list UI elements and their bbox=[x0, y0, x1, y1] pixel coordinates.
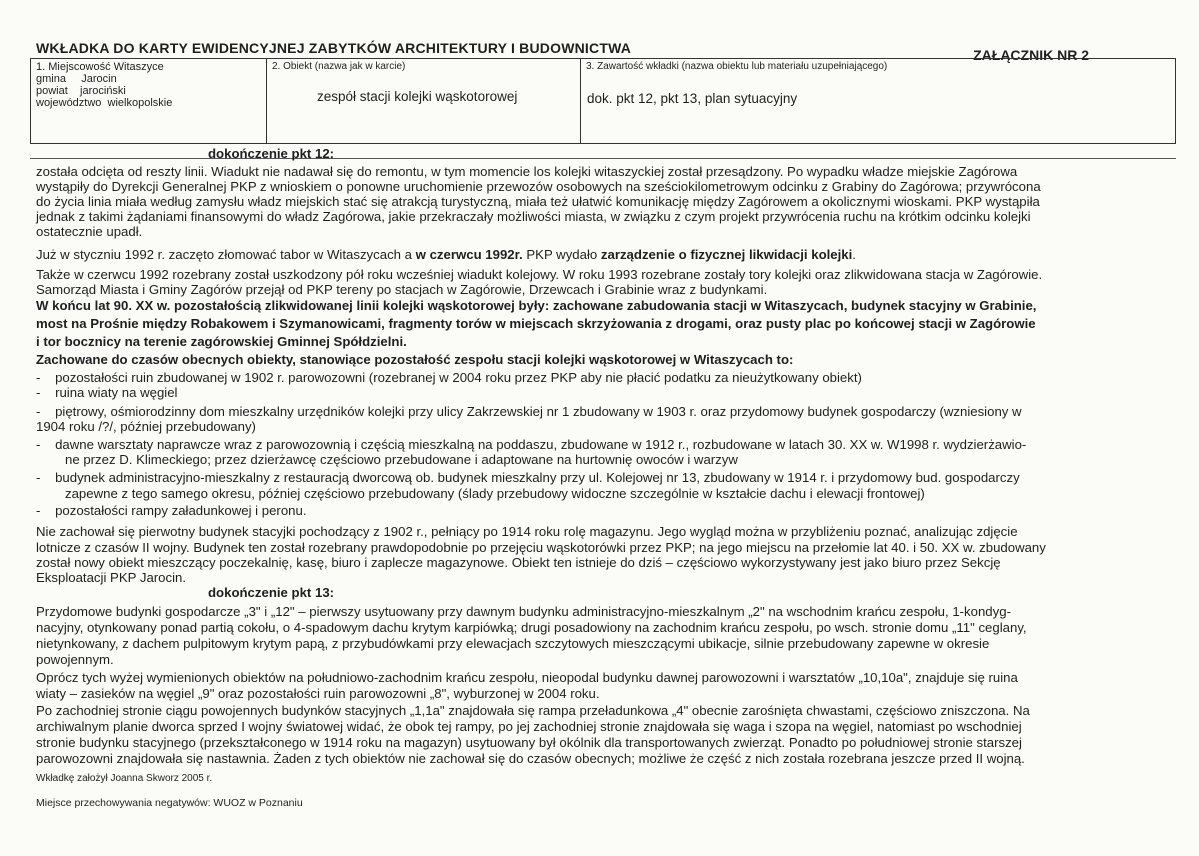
commune-value: Jarocin bbox=[81, 73, 117, 85]
text-run-bold: w czerwcu 1992r. bbox=[415, 247, 523, 262]
document-title: WKŁADKA DO KARTY EWIDENCYJNEJ ZABYTKÓW ARCHITEKTURY I BUDOWNICTWA bbox=[36, 40, 632, 56]
contents-label: 3. Zawartość wkładki (nazwa obiektu lub materiału uzupełniającego) bbox=[586, 61, 888, 72]
location-commune bbox=[36, 73, 261, 85]
paragraph-line: Samorząd Miasta i Gminy Zagórów przejął od PKP tereny po stacjach w Zagórowie, Drzewcach i Grabinie wraz z budynkami. bbox=[36, 282, 768, 297]
text-run: Już w styczniu 1992 r. zaczęto złomować tabor w Witaszycach a bbox=[36, 247, 416, 262]
paragraph-line: ostatecznie upadł. bbox=[36, 224, 143, 239]
text-run-bold: zarządzenie o fizycznej likwidacji kolejki bbox=[600, 247, 853, 262]
list-item-text: ruina wiaty na węgiel bbox=[55, 385, 178, 400]
section-divider bbox=[30, 158, 1176, 159]
county-label: powiat bbox=[36, 85, 68, 97]
paragraph-line: Przydomowe budynki gospodarcze „3" i „12" – pierwszy usytuowany przy dawnym budynku administracyjno-mieszkalnym „2" na wschodnim krańcu zespołu, 1-kondyg- bbox=[36, 604, 1011, 619]
list-item: - pozostałości ruin zbudowanej w 1902 r. parowozowni (rozebranej w 2004 roku przez PKP aby nie płacić podatku za nieużytkowany obiekt) bbox=[36, 370, 862, 385]
text-run: . bbox=[852, 247, 856, 262]
negatives-location: Miejsce przechowywania negatywów: WUOZ w Poznaniu bbox=[36, 797, 303, 809]
list-item-continuation: 1904 roku /?/, później przebudowany) bbox=[36, 419, 256, 434]
commune-label: gmina bbox=[36, 73, 66, 85]
contents-cell bbox=[581, 59, 1175, 143]
paragraph-line-bold: Zachowane do czasów obecnych obiekty, stanowiące pozostałość zespołu stacji kolejki wąskotorowej w Witaszycach to: bbox=[36, 352, 794, 367]
paragraph-line-bold: W końcu lat 90. XX w. pozostałością zlikwidowanej linii kolejki wąskotorowej były: zachowane zabudowania stacji w Witaszycach, budynek stacyjny w Grabinie, bbox=[36, 298, 1037, 313]
paragraph-line: nietynkowany, z dachem pulpitowym krytym papą, z przybudówkami przy elewacjach szczytowych mieszczącymi ubikacje, silnie przebudowany zapewne w okresie bbox=[36, 636, 990, 651]
voivodeship-label: województwo bbox=[36, 97, 102, 109]
list-item-text: pozostałości ruin zbudowanej w 1902 r. parowozowni (rozebranej w 2004 roku przez PKP aby nie płacić podatku za nieużytkowany obiekt) bbox=[55, 370, 862, 385]
paragraph-line: stronie budynku stacyjnego (przekształconego w 1914 roku na magazyn) usytuowany był okólnik dla transportowanych zwierząt. Ponadto po południowej stronie starszej bbox=[36, 735, 1022, 750]
list-item-text: dawne warsztaty naprawcze wraz z parowozownią i częścią mieszkalną na poddaszu, zbudowane w 1912 r., rozbudowane w latach 30. XX w. W1998 r. wydzierżawio- bbox=[55, 437, 1027, 452]
text-run: PKP wydało bbox=[522, 247, 601, 262]
list-item: - dawne warsztaty naprawcze wraz z parowozownią i częścią mieszkalną na poddaszu, zbudowane w 1912 r., rozbudowane w latach 30. XX w. W1998 r. wydzierżawio- bbox=[36, 437, 1027, 452]
list-item: - ruina wiaty na węgiel bbox=[36, 385, 178, 400]
contents-value: dok. pkt 12, pkt 13, plan sytuacyjny bbox=[587, 91, 798, 106]
location-town: 1. Miejscowość Witaszyce bbox=[36, 61, 164, 73]
list-item-continuation: zapewne z tego samego okresu, później częściowo przebudowany (ślady przebudowy widoczne szczególnie w kształcie dachu i elewacji frontowej) bbox=[65, 486, 925, 501]
list-item-text: pozostałości rampy załadunkowej i peronu. bbox=[55, 503, 307, 518]
paragraph-line: powojennym. bbox=[36, 652, 114, 667]
paragraph-line: wiaty – zasieków na węgiel „9" oraz pozostałości ruin parowozowni „8", wyburzonej w 2004 roku. bbox=[36, 686, 600, 701]
paragraph-line: archiwalnym planie dworca sprzed I wojny światowej widać, że obok tej rampy, po jej zachodniej stronie znajdowała się waga i szopa na węgiel, natomiast po wschodniej bbox=[36, 719, 1022, 734]
section-heading-12: dokończenie pkt 12: bbox=[208, 146, 335, 161]
header-table bbox=[30, 58, 1176, 144]
paragraph-line: jednak z takimi żądaniami finansowymi do władz Zagórowa, jakie przekraczały możliwości miasta, w związku z czym projekt przywrócenia ruchu na krótkim odcinku kolejki bbox=[36, 209, 1031, 224]
voivodeship-value: wielkopolskie bbox=[107, 97, 173, 109]
paragraph-line: został nowy obiekt mieszczący poczekalnię, kasę, biuro i zaplecze magazynowe. Obiekt ten istnieje do dziś – częściowo wykorzystywany jest jako biuro przez Sekcję bbox=[36, 555, 1001, 570]
author-stamp: Wkładkę założył Joanna Skworz 2005 r. bbox=[36, 773, 213, 784]
paragraph-line: Po zachodniej stronie ciągu powojennych budynków stacyjnych „1,1a" znajdowała się rampa przeładunkowa „4" obecnie zarośnięta chwastami, częściowo zniszczona. Na bbox=[36, 703, 1030, 718]
location-voivodeship bbox=[36, 97, 261, 109]
paragraph-line: nacyjny, otynkowany ponad partią cokołu, o 4-spadowym dachu krytym karpiówką; drugi posadowiony na zachodnim krańcu zespołu, po wsch. stronie domu „11" ceglany, bbox=[36, 620, 1027, 635]
object-cell bbox=[267, 59, 581, 143]
list-item-text: budynek administracyjno-mieszkalny z restauracją dworcową ob. budynek mieszkalny przy ul. Kolejowej nr 13, zbudowany w 1914 r. i przydomowy bud. gospodarczy bbox=[55, 470, 1020, 485]
object-label: 2. Obiekt (nazwa jak w karcie) bbox=[272, 61, 406, 72]
annex-number: ZAŁĄCZNIK NR 2 bbox=[973, 47, 1089, 63]
list-item: - piętrowy, ośmiorodzinny dom mieszkalny urzędników kolejki przy ulicy Zakrzewskiej nr 1 zbudowany w 1903 r. oraz przydomowy budynek gospodarczy (wzniesiony w bbox=[36, 404, 1022, 419]
paragraph-line: Nie zachował się pierwotny budynek stacyjki pochodzący z 1902 r., pełniący po 1914 roku rolę magazynu. Jego wygląd można w przybliżeniu poznać, analizując zdjęcie bbox=[36, 524, 1018, 539]
list-item-continuation: ne przez D. Klimeckiego; przez dzierżawcę częściowo przebudowane i adaptowane na hurtownię owoców i warzyw bbox=[65, 452, 738, 467]
paragraph-line: została odcięta od reszty linii. Wiadukt nie nadawał się do remontu, w tym momencie los kolejki witaszyckiej został przesądzony. Po wypadku władze miejskie Zagórowa bbox=[36, 164, 1018, 179]
paragraph-line: Oprócz tych wyżej wymienionych obiektów na południowo-zachodnim krańcu zespołu, nieopodal budynku dawnej parowozowni i warsztatów „10,10a", znajduje się ruina bbox=[36, 670, 1018, 685]
object-value: zespół stacji kolejki wąskotorowej bbox=[317, 89, 518, 104]
paragraph-line: wystąpiły do Dyrekcji Generalnej PKP z wnioskiem o ponowne uruchomienie przewozów osobowych na sześciokilometrowym odcinku z Grabiny do Zagórowa; przywrócona bbox=[36, 179, 1041, 194]
section-heading-13: dokończenie pkt 13: bbox=[208, 585, 335, 600]
paragraph-line-bold: most na Prośnie między Robakowem i Szymanowicami, fragmenty torów w miejscach skrzyżowania z drogami, oraz pusty plac po końcowej stacji w Zagórowie bbox=[36, 316, 1036, 331]
paragraph-line: parowozowni znajdowała się nastawnia. Żaden z tych obiektów nie zachował się do czasów obecnych; możliwe że część z nich została rozebrana jeszcze przed II wojną. bbox=[36, 751, 1025, 766]
location-county bbox=[36, 85, 261, 97]
list-item: - pozostałości rampy załadunkowej i peronu. bbox=[36, 503, 307, 518]
paragraph-line: lotnicze z czasów II wojny. Budynek ten został rozebrany prawdopodobnie po przejęciu wąskotorówki przez PKP; na jego miejscu na przełomie lat 40. i 50. XX w. zbudowany bbox=[36, 540, 1046, 555]
paragraph-line: do życia linia miała według zamysłu władz miejskich stać się atrakcją turystyczną, miała też ułatwić komunikację między Zagórowem a okolicznymi wioskami. PKP wystąpiła bbox=[36, 194, 1040, 209]
paragraph-line: Eksploatacji PKP Jarocin. bbox=[36, 570, 187, 585]
paragraph-line-bold: i tor bocznicy na terenie zagórowskiej Gminnej Spółdzielni. bbox=[36, 334, 407, 349]
county-value: jarociński bbox=[80, 85, 126, 97]
paragraph-liquidation bbox=[36, 247, 856, 262]
paragraph-line: Także w czerwcu 1992 rozebrany został uszkodzony pół roku wcześniej wiadukt kolejowy. W roku 1993 rozebrane zostały tory kolejki oraz zlikwidowana stacja w Zagórowie. bbox=[36, 267, 1043, 282]
list-item-text: piętrowy, ośmiorodzinny dom mieszkalny urzędników kolejki przy ulicy Zakrzewskiej nr 1 zbudowany w 1903 r. oraz przydomowy budynek gospodarczy (wzniesiony w bbox=[55, 404, 1022, 419]
list-item: - budynek administracyjno-mieszkalny z restauracją dworcową ob. budynek mieszkalny przy ul. Kolejowej nr 13, zbudowany w 1914 r. i przydomowy bud. gospodarczy bbox=[36, 470, 1020, 485]
location-cell bbox=[31, 59, 267, 143]
